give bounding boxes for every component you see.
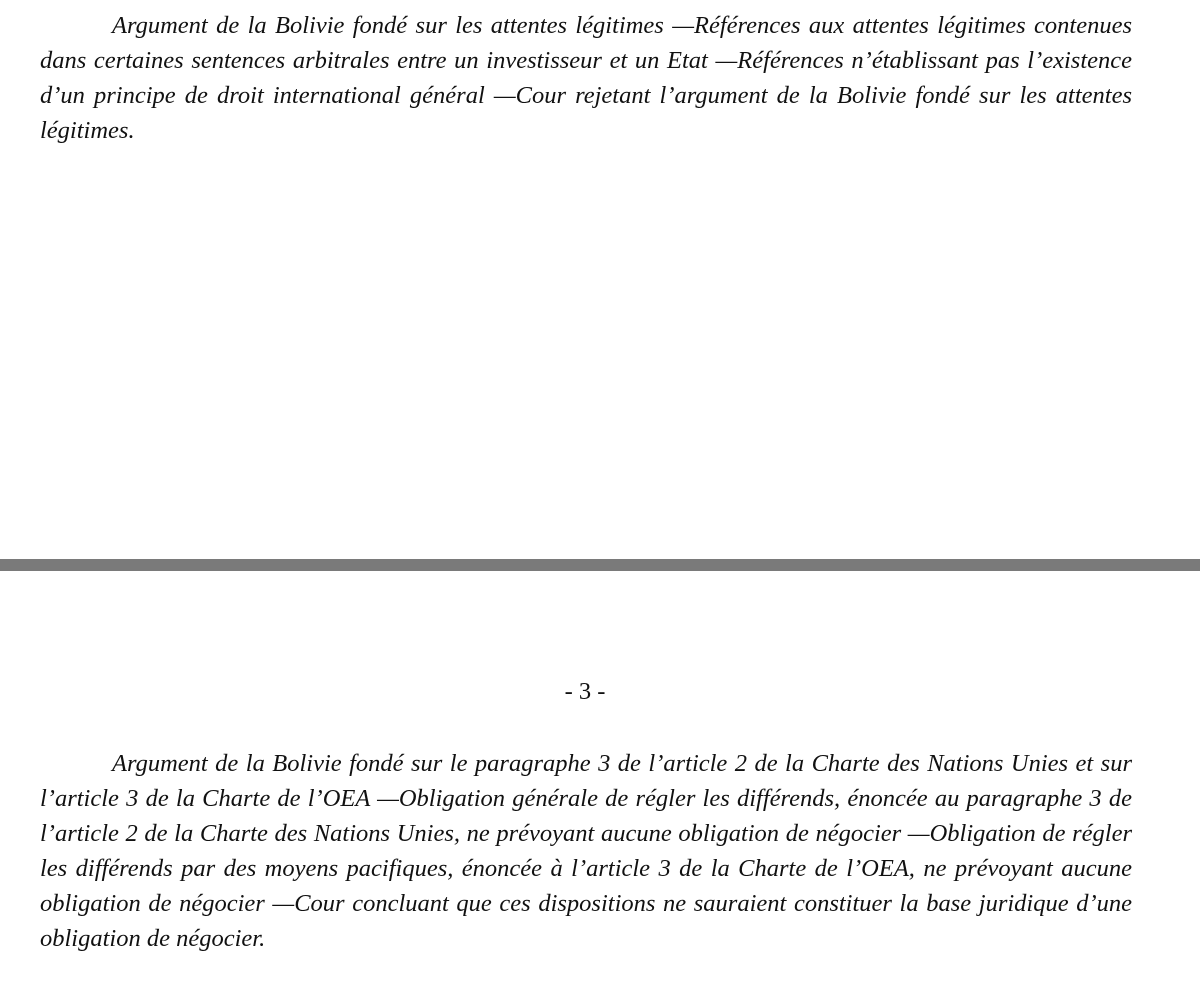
summary-paragraph-legitimate-expectations: Argument de la Bolivie fondé sur les attentes légitimes —Références aux attentes légitimes contenues dans certaines sentences arbitrales entre un investisseur et un Etat —Références n’établissant pas l’existence d’un principe de droit international général —Cour rejetant l’argument de la Bolivie fondé sur les attentes légitimes. <box>40 12 1132 144</box>
summary-paragraph-un-charter-oas: Argument de la Bolivie fondé sur le paragraphe 3 de l’article 2 de la Charte des Nations Unies et sur l’article 3 de la Charte de l’OEA —Obligation générale de régler les différends, énoncée au paragraphe 3 de l’article 2 de la Charte des Nations Unies, ne prévoyant aucune obligation de négocier —Obligation de régler les différends par des moyens pacifiques, énoncée à l’article 3 de la Charte de l’OEA, ne prévoyant aucune obligation de négocier —Cour concluant que ces dispositions ne sauraient constituer la base juridique d’une obligation de négocier. <box>40 750 1132 952</box>
page-number: - 3 - <box>564 678 606 705</box>
document-page-bottom <box>0 571 1200 991</box>
page-separator <box>0 559 1200 571</box>
